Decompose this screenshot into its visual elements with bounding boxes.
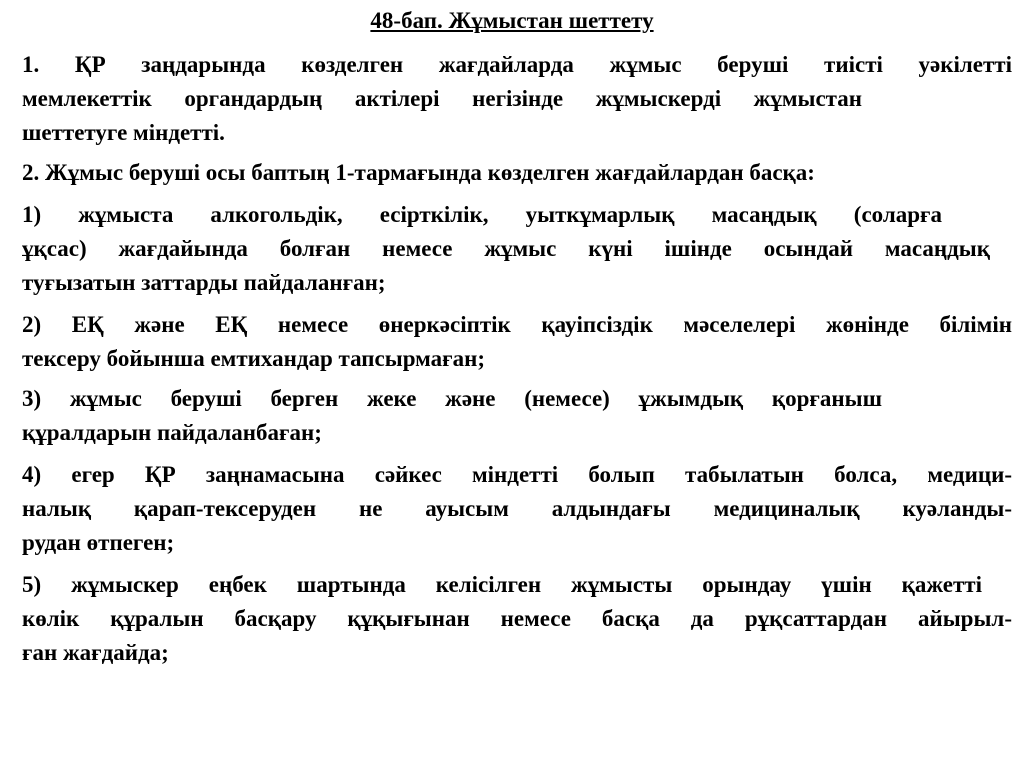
text-line: тексеру бойынша емтихандар тапсырмаған; <box>22 346 485 371</box>
text-line: 4) егер ҚР заңнамасына сәйкес міндетті болып табылатын болса, медици- <box>22 462 1012 487</box>
text-line: 1. ҚР заңдарында көзделген жағдайларда жұмыс беруші тиісті уәкілетті <box>22 52 1012 77</box>
text-line: туғызатын заттарды пайдаланған; <box>22 270 386 295</box>
text-line: 2. Жұмыс беруші осы баптың 1-тармағында көзделген жағдайлардан басқа: <box>22 160 815 185</box>
paragraph-7 <box>22 568 1012 670</box>
paragraph-4 <box>22 308 1012 376</box>
text-line: мемлекеттік органдардың актілері негізінде жұмыскерді жұмыстан <box>22 86 862 111</box>
text-line: көлік құралын басқару құқығынан немесе басқа да рұқсаттардан айырыл- <box>22 606 1012 631</box>
paragraph-2 <box>22 156 1012 190</box>
paragraph-3 <box>22 198 1012 300</box>
text-line: ұқсас) жағдайында болған немесе жұмыс күні ішінде осындай масаңдық <box>22 236 990 261</box>
text-line: 2) ЕҚ және ЕҚ немесе өнеркәсіптік қауіпсіздік мәселелері жөнінде білімін <box>22 312 1012 337</box>
text-line: 3) жұмыс беруші берген жеке және (немесе) ұжымдық қорғаныш <box>22 386 882 411</box>
text-line: 1) жұмыста алкогольдік, есірткілік, уыткұмарлық масаңдық (соларға <box>22 202 942 227</box>
text-line: шеттетуге міндетті. <box>22 120 225 145</box>
paragraph-1 <box>22 48 1012 150</box>
text-line: рудан өтпеген; <box>22 530 175 555</box>
paragraph-6 <box>22 458 1012 560</box>
text-line: құралдарын пайдаланбаған; <box>22 420 322 445</box>
text-line: 5) жұмыскер еңбек шартында келісілген жұмысты орындау үшін қажетті <box>22 572 982 597</box>
text-line: налық қарап-тексеруден не ауысым алдындағы медициналық куәланды- <box>22 496 1012 521</box>
page-title: 48-бап. Жұмыстан шеттету <box>370 8 654 33</box>
paragraph-5 <box>22 382 1012 450</box>
text-line: ған жағдайда; <box>22 640 169 665</box>
